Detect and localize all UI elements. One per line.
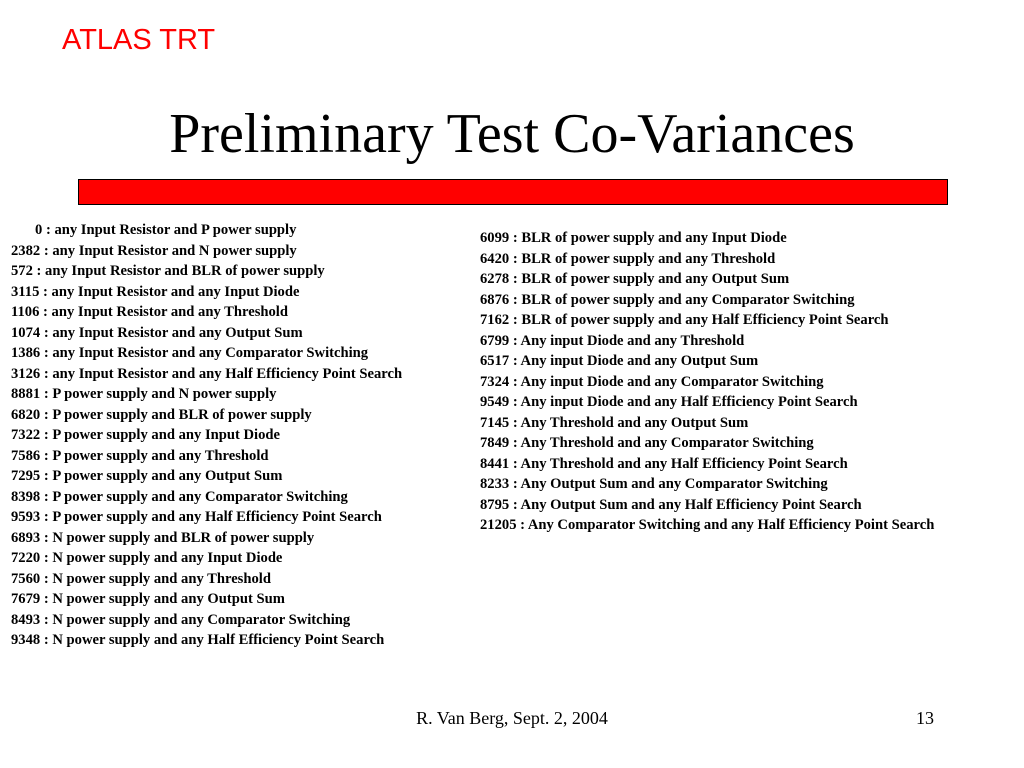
covariance-item: 7560 : N power supply and any Threshold <box>11 570 271 587</box>
covariance-item: 7145 : Any Threshold and any Output Sum <box>480 414 749 431</box>
covariance-item: 8881 : P power supply and N power supply <box>11 386 277 402</box>
covariance-item: 9348 : N power supply and any Half Efficiency Point Search <box>11 632 385 648</box>
covariance-item: 8441 : Any Threshold and any Half Efficiency Point Search <box>480 455 848 472</box>
covariance-item: 572 : any Input Resistor and BLR of power supply <box>11 263 325 279</box>
covariance-item: 1386 : any Input Resistor and any Comparator Switching <box>11 345 369 361</box>
covariance-item: 7220 : N power supply and any Input Diode <box>11 550 283 566</box>
covariance-item: 7162 : BLR of power supply and any Half Efficiency Point Search <box>480 312 889 328</box>
covariance-item: 6278 : BLR of power supply and any Output Sum <box>480 271 790 287</box>
covariance-item: 6517 : Any input Diode and any Output Sum <box>480 353 759 369</box>
covariance-item: 9549 : Any input Diode and any Half Efficiency Point Search <box>480 394 858 410</box>
covariance-list-right <box>480 228 934 536</box>
covariance-item: 6876 : BLR of power supply and any Comparator Switching <box>480 291 855 308</box>
covariance-item: 6099 : BLR of power supply and any Input Diode <box>480 230 787 246</box>
covariance-item: 7849 : Any Threshold and any Comparator Switching <box>480 435 814 451</box>
covariance-item: 7324 : Any input Diode and any Comparator Switching <box>480 373 824 390</box>
covariance-item: 3126 : any Input Resistor and any Half Efficiency Point Search <box>11 365 403 382</box>
slide-title: Preliminary Test Co-Variances <box>169 103 855 165</box>
covariance-item: 7586 : P power supply and any Threshold <box>11 447 269 464</box>
title-divider-bar <box>78 179 948 205</box>
header-label: ATLAS TRT <box>62 24 216 56</box>
covariance-item: 8493 : N power supply and any Comparator Switching <box>11 611 351 628</box>
covariance-item: 6420 : BLR of power supply and any Threshold <box>480 250 776 267</box>
covariance-item: 6799 : Any input Diode and any Threshold <box>480 332 745 349</box>
covariance-item: 8795 : Any Output Sum and any Half Efficiency Point Search <box>480 496 862 513</box>
page-number: 13 <box>916 708 934 728</box>
covariance-item: 8233 : Any Output Sum and any Comparator Switching <box>480 476 828 492</box>
covariance-item: 9593 : P power supply and any Half Efficiency Point Search <box>11 509 382 525</box>
covariance-item: 6820 : P power supply and BLR of power supply <box>11 406 312 423</box>
covariance-item: 2382 : any Input Resistor and N power supply <box>11 242 297 259</box>
covariance-item: 1074 : any Input Resistor and any Output Sum <box>11 324 303 341</box>
covariance-item: 1106 : any Input Resistor and any Threshold <box>11 304 288 320</box>
footer-author-date: R. Van Berg, Sept. 2, 2004 <box>416 708 608 728</box>
covariance-item: 8398 : P power supply and any Comparator Switching <box>11 488 348 505</box>
covariance-item: 3115 : any Input Resistor and any Input Diode <box>11 283 300 300</box>
covariance-item: 7295 : P power supply and any Output Sum <box>11 468 283 484</box>
covariance-list-left <box>11 220 402 651</box>
covariance-item: 0 : any Input Resistor and P power supply <box>35 222 297 238</box>
covariance-item: 7679 : N power supply and any Output Sum <box>11 591 285 607</box>
covariance-item: 21205 : Any Comparator Switching and any Half Efficiency Point Search <box>480 517 935 533</box>
covariance-item: 7322 : P power supply and any Input Diode <box>11 427 280 443</box>
covariance-item: 6893 : N power supply and BLR of power supply <box>11 529 315 546</box>
